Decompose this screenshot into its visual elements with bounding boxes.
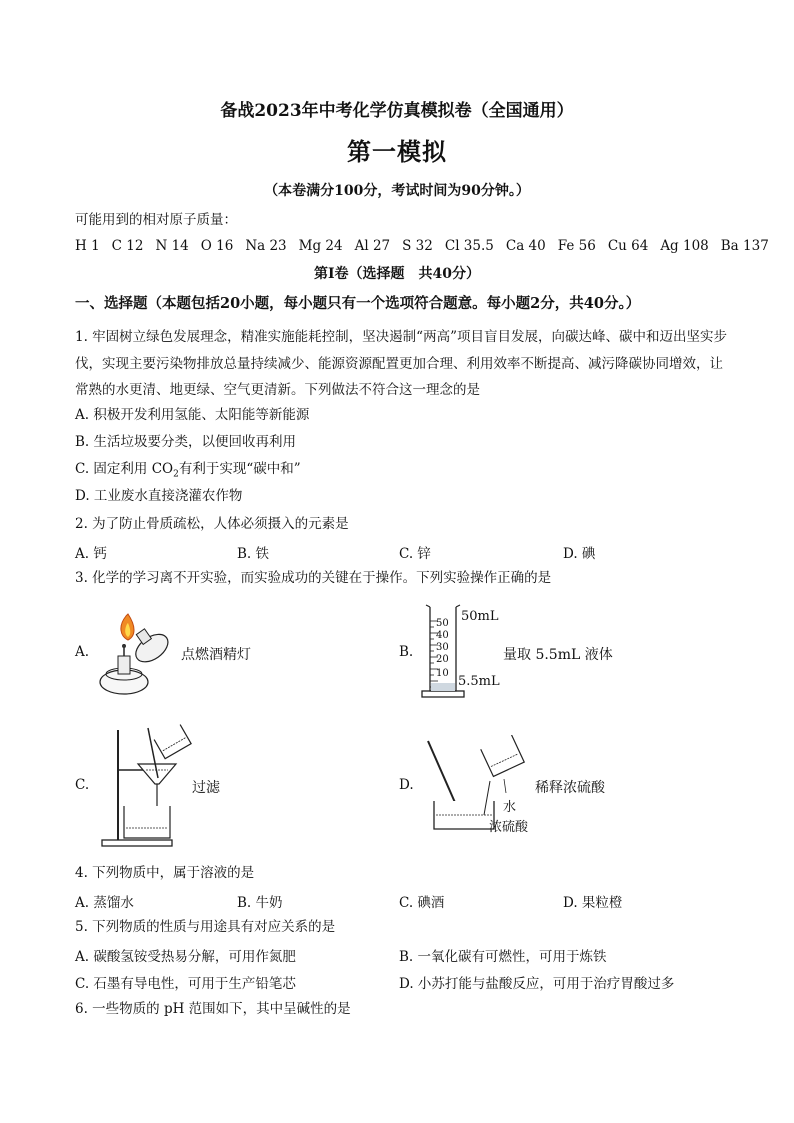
- q3-option-c-letter[interactable]: C.: [75, 777, 90, 793]
- q1-option-c-post: 有利于实现“碳中和”: [178, 461, 301, 477]
- q3-option-b-label: 量取 5.5mL 液体: [503, 647, 613, 663]
- atomic-mass-o: O 16: [200, 238, 234, 254]
- q3-option-a-label: 点燃酒精灯: [181, 647, 251, 663]
- atomic-mass-list: [75, 237, 769, 255]
- q5-option-d[interactable]: D. 小苏打能与盐酸反应，可用于治疗胃酸过多: [399, 976, 675, 992]
- atomic-mass-n: N 14: [155, 238, 189, 254]
- q2-option-d[interactable]: D. 碘: [563, 546, 596, 562]
- atomic-mass-c: C 12: [111, 238, 144, 254]
- cylinder-tick-20: 20: [436, 654, 449, 665]
- q1-option-c[interactable]: [75, 460, 301, 484]
- q1-option-d[interactable]: D. 工业废水直接浇灌农作物: [75, 488, 243, 504]
- cylinder-tick-40: 40: [436, 630, 449, 641]
- q2-option-b[interactable]: B. 铁: [237, 546, 270, 562]
- atomic-mass-mg: Mg 24: [298, 238, 343, 254]
- section-title: 第Ⅰ卷（选择题 共40分）: [313, 266, 481, 282]
- question-1-stem: 1. 牢固树立绿色发展理念，精准实施能耗控制，坚决遏制“两高”项目盲目发展，向碳达峰、碳中和迈出坚实步伐，实现主要污染物排放总量持续减少、能源资源配置更加合理、利用效率不断提高、减污降碳协同增效，让常熟的水更清、地更绿、空气更清新。下列做法不符合这一理念的是: [75, 329, 727, 398]
- cylinder-tick-10: 10: [436, 668, 449, 679]
- q4-option-b[interactable]: B. 牛奶: [237, 895, 283, 911]
- part-title: 一、选择题（本题包括20小题，每小题只有一个选项符合题意。每小题2分，共40分。）: [75, 295, 641, 312]
- water-label: 水: [503, 800, 517, 815]
- atomic-mass-ba: Ba 137: [720, 238, 769, 254]
- cylinder-reading-label: 5.5mL: [458, 674, 500, 689]
- atomic-mass-al: Al 27: [354, 238, 391, 254]
- filtration-setup-figure: [96, 722, 196, 850]
- atomic-mass-na: Na 23: [245, 238, 287, 254]
- q1-option-c-pre: C. 固定利用 CO: [75, 461, 174, 477]
- q2-option-c[interactable]: C. 锌: [399, 546, 431, 562]
- q1-option-a[interactable]: A. 积极开发利用氢能、太阳能等新能源: [75, 407, 310, 423]
- cylinder-scale: [436, 618, 449, 680]
- question-6-stem: 6. 一些物质的 pH 范围如下，其中呈碱性的是: [75, 1001, 351, 1017]
- q3-option-d-letter[interactable]: D.: [399, 777, 414, 793]
- cylinder-tick-30: 30: [436, 642, 449, 653]
- cylinder-capacity-label: 50mL: [461, 609, 499, 624]
- question-5-stem: 5. 下列物质的性质与用途具有对应关系的是: [75, 919, 336, 935]
- atomic-mass-h: H 1: [75, 238, 100, 254]
- atomic-mass-s: S 32: [402, 238, 433, 254]
- q5-option-b[interactable]: B. 一氧化碳有可燃性，可用于炼铁: [399, 949, 607, 965]
- atomic-mass-cl: Cl 35.5: [444, 238, 494, 254]
- q3-option-c-label: 过滤: [192, 780, 220, 796]
- q1-option-c-sub: 2: [173, 469, 179, 480]
- q5-option-c[interactable]: C. 石墨有导电性，可用于生产铅笔芯: [75, 976, 296, 992]
- question-2-stem: 2. 为了防止骨质疏松，人体必须摄入的元素是: [75, 516, 349, 532]
- q3-option-a-letter[interactable]: A.: [75, 644, 90, 660]
- acid-label: 浓硫酸: [489, 820, 529, 835]
- atomic-mass-ag: Ag 108: [660, 238, 709, 254]
- atomic-mass-label: 可能用到的相对原子质量：: [75, 212, 237, 228]
- atomic-mass-ca: Ca 40: [505, 238, 546, 254]
- q3-option-d-label: 稀释浓硫酸: [535, 780, 605, 796]
- q3-option-b-letter[interactable]: B.: [399, 644, 414, 660]
- exam-subtitle: 第一模拟: [347, 137, 447, 166]
- cylinder-tick-50: 50: [436, 618, 449, 629]
- question-3-stem: 3. 化学的学习离不开实验，而实验成功的关键在于操作。下列实验操作正确的是: [75, 570, 552, 586]
- exam-note: （本卷满分100分，考试时间为90分钟。）: [264, 183, 530, 199]
- q2-option-a[interactable]: A. 钙: [75, 546, 107, 562]
- q4-option-c[interactable]: C. 碘酒: [399, 895, 445, 911]
- q1-option-b[interactable]: B. 生活垃圾要分类，以便回收再利用: [75, 434, 297, 450]
- atomic-mass-cu: Cu 64: [607, 238, 649, 254]
- exam-title: 备战2023年中考化学仿真模拟卷（全国通用）: [220, 101, 574, 121]
- q5-option-a[interactable]: A. 碳酸氢铵受热易分解，可用作氮肥: [75, 949, 296, 965]
- q4-option-a[interactable]: A. 蒸馏水: [75, 895, 134, 911]
- atomic-mass-fe: Fe 56: [557, 238, 596, 254]
- alcohol-lamp-figure: [94, 604, 184, 700]
- question-4-stem: 4. 下列物质中，属于溶液的是: [75, 865, 255, 881]
- q4-option-d[interactable]: D. 果粒橙: [563, 895, 623, 911]
